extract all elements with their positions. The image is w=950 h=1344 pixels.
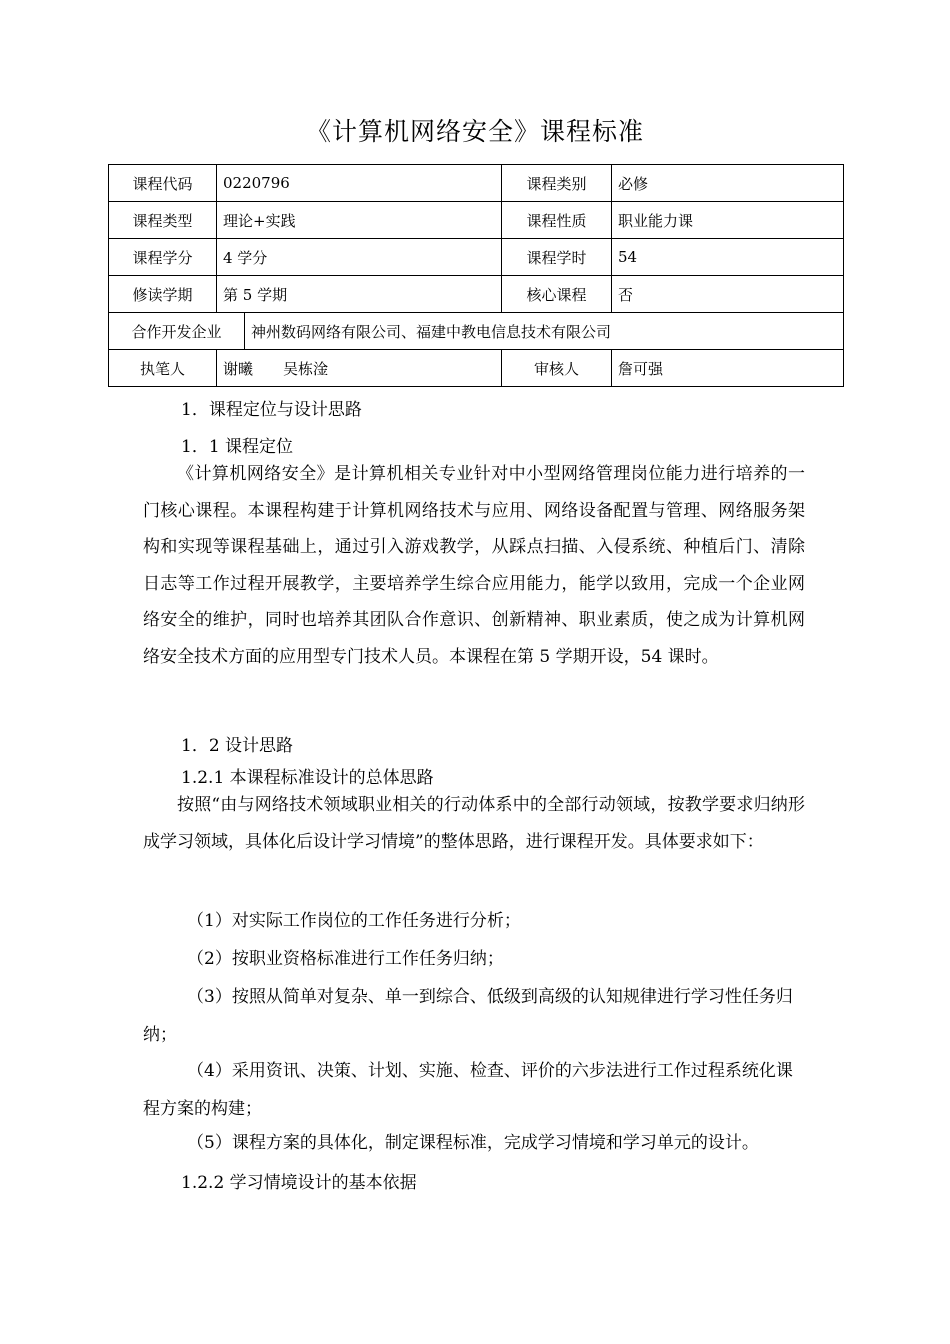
value-reviewer: 詹可强	[612, 350, 844, 387]
value-credits: 4 学分	[217, 239, 502, 276]
paragraph-overall-approach: 按照“由与网络技术领域职业相关的行动体系中的全部行动领域，按教学要求归纳形成学习领域，具体化后设计学习情境”的整体思路，进行课程开发。具体要求如下：	[143, 795, 805, 852]
value-course-nature: 职业能力课	[612, 202, 844, 239]
list-item: （2）按职业资格标准进行工作任务归纳；	[187, 949, 504, 969]
table-row	[109, 165, 844, 202]
table-row	[109, 350, 844, 387]
list-item: （3）按照从简单对复杂、单一到综合、低级到高级的认知规律进行学习性任务归纳；	[143, 987, 793, 1045]
heading-section-1-2-2: 1.2.2 学习情境设计的基本依据	[181, 1173, 417, 1193]
heading-section-1: 1．课程定位与设计思路	[181, 400, 362, 420]
paragraph-course-positioning: 《计算机网络安全》是计算机相关专业针对中小型网络管理岗位能力进行培养的一门核心课程。本课程构建于计算机网络技术与应用、网络设备配置与管理、网络服务架构和实现等课程基础上，通过引入游戏教学，从踩点扫描、入侵系统、种植后门、清除日志等工作过程开展教学，主要培养学生综合应用能力，能学以致用，完成一个企业网络安全的维护，同时也培养其团队合作意识、创新精神、职业素质，使之成为计算机网络安全技术方面的应用型专门技术人员。本课程在第 5 学期开设，54 课时。	[143, 464, 805, 667]
label-course-nature: 课程性质	[502, 202, 612, 239]
heading-section-1-2: 1．2 设计思路	[181, 736, 294, 756]
value-course-code: 0220796	[217, 165, 502, 202]
value-hours: 54	[612, 239, 844, 276]
label-reviewer: 审核人	[502, 350, 612, 387]
label-partner-companies: 合作开发企业	[109, 313, 245, 350]
list-item: （1）对实际工作岗位的工作任务进行分析；	[187, 911, 521, 931]
label-course-code: 课程代码	[109, 165, 217, 202]
list-item: （4）采用资讯、决策、计划、实施、检查、评价的六步法进行工作过程系统化课程方案的构建；	[143, 1061, 793, 1119]
table-row	[109, 239, 844, 276]
label-semester: 修读学期	[109, 276, 217, 313]
label-hours: 课程学时	[502, 239, 612, 276]
document-title: 《计算机网络安全》课程标准	[305, 117, 644, 146]
label-course-type: 课程类型	[109, 202, 217, 239]
list-item: （5）课程方案的具体化，制定课程标准，完成学习情境和学习单元的设计。	[187, 1133, 759, 1153]
value-core-course: 否	[612, 276, 844, 313]
label-author: 执笔人	[109, 350, 217, 387]
table-row	[109, 276, 844, 313]
label-credits: 课程学分	[109, 239, 217, 276]
label-course-category: 课程类别	[502, 165, 612, 202]
table-row	[109, 202, 844, 239]
label-core-course: 核心课程	[502, 276, 612, 313]
table-row	[109, 313, 844, 350]
value-semester: 第 5 学期	[217, 276, 502, 313]
value-course-type: 理论+实践	[217, 202, 502, 239]
value-course-category: 必修	[612, 165, 844, 202]
course-info-table	[108, 164, 844, 387]
value-author: 谢曦 吴栋淦	[217, 350, 502, 387]
value-partner-companies: 神州数码网络有限公司、福建中教电信息技术有限公司	[245, 313, 844, 350]
heading-section-1-2-1: 1.2.1 本课程标准设计的总体思路	[181, 768, 434, 788]
heading-section-1-1: 1．1 课程定位	[181, 437, 294, 457]
